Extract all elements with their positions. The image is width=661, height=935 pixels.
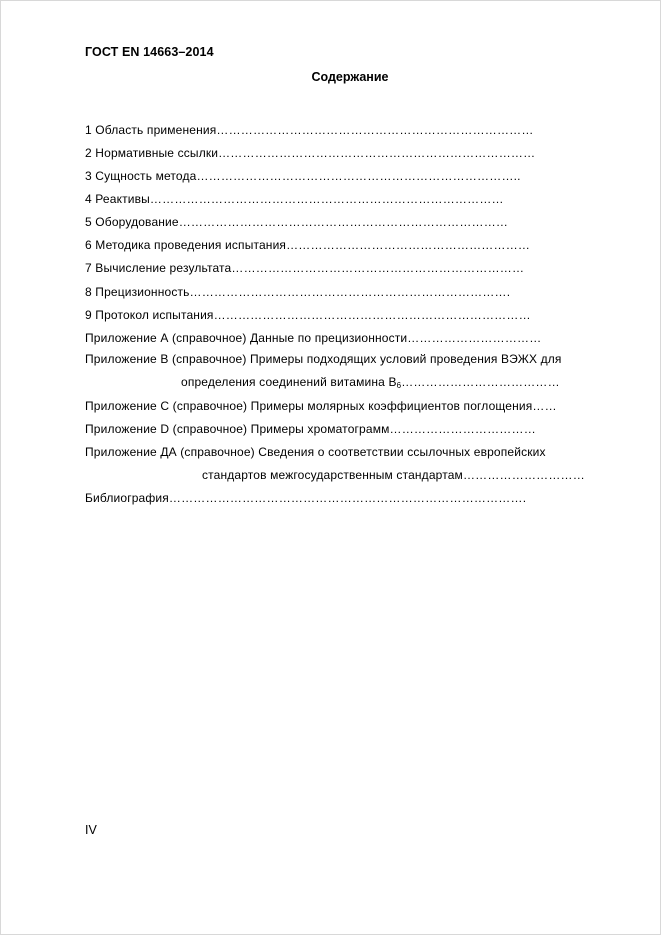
subscript: 6 <box>396 381 402 390</box>
toc-entry-text: 4 Реактивы <box>85 192 150 206</box>
toc-entry-text: Приложение С (справочное) Примеры молярных коэффициентов поглощения <box>85 399 533 413</box>
document-code: ГОСТ EN 14663–2014 <box>85 45 214 59</box>
toc-leader-dots: ……………………………………………………………… <box>231 261 525 275</box>
toc-leader-dots: …………………………………………………………………… <box>213 308 531 322</box>
toc-leader-dots: …… <box>532 399 557 413</box>
toc-leader-dots: ………………………… <box>462 468 585 482</box>
toc-entry-procedure[interactable] <box>85 237 530 253</box>
toc-entry-annex-a[interactable] <box>85 330 541 346</box>
toc-entry-normative-references[interactable] <box>85 145 535 161</box>
toc-entry-text: определения соединений витамина В <box>181 375 397 389</box>
toc-entry-text: Приложение ДА (справочное) Сведения о соответствии ссылочных европейских <box>85 445 546 459</box>
toc-entry-precision[interactable] <box>85 284 510 300</box>
toc-leader-dots: ……………………………………………………………………… <box>178 215 509 229</box>
toc-entry-text: Библиография <box>85 491 169 505</box>
toc-leader-dots: …………………………………………………………………… <box>216 123 534 137</box>
toc-entry-bibliography[interactable] <box>85 490 526 506</box>
toc-entry-text: 7 Вычисление результата <box>85 261 232 275</box>
toc-entry-text: Приложение А (справочное) Данные по прецизионности <box>85 331 408 345</box>
toc-entry-annex-c[interactable] <box>85 398 557 414</box>
toc-entry-text: 2 Нормативные ссылки <box>85 146 219 160</box>
toc-entry-text: 5 Оборудование <box>85 215 179 229</box>
toc-entry-reagents[interactable] <box>85 191 504 207</box>
toc-entry-annex-b-continuation[interactable] <box>181 374 560 394</box>
toc-entry-text: 1 Область применения <box>85 123 217 137</box>
toc-leader-dots: ……………………………………………………………………………. <box>168 491 527 505</box>
toc-entry-annex-da-continuation[interactable] <box>202 467 585 483</box>
toc-entry-text: 9 Протокол испытания <box>85 308 214 322</box>
toc-entry-principle[interactable] <box>85 168 521 184</box>
toc-entry-annex-b[interactable] <box>85 351 562 367</box>
toc-entry-test-report[interactable] <box>85 307 531 323</box>
toc-leader-dots: ……………………………… <box>389 422 536 436</box>
toc-leader-dots: …………………………… <box>407 331 542 345</box>
toc-entry-text: Приложение В (справочное) Примеры подходящих условий проведения ВЭЖХ для <box>85 352 562 366</box>
toc-entry-text: Приложение D (справочное) Примеры хроматограмм <box>85 422 390 436</box>
toc-leader-dots: …………………………………………………………………………… <box>149 192 504 206</box>
toc-entry-text: 3 Сущность метода <box>85 169 197 183</box>
toc-leader-dots: ……………………………………………………………………. <box>189 285 511 299</box>
toc-leader-dots: ………………………………… <box>401 375 560 389</box>
toc-entry-text: 6 Методика проведения испытания <box>85 238 287 252</box>
toc-entry-scope[interactable] <box>85 122 534 138</box>
toc-entry-text: стандартов межгосударственным стандартам <box>202 468 463 482</box>
toc-leader-dots: …………………………………………………………………….. <box>196 169 521 183</box>
page-number: IV <box>85 823 97 837</box>
toc-entry-apparatus[interactable] <box>85 214 508 230</box>
toc-entry-calculation[interactable] <box>85 260 524 276</box>
toc-leader-dots: …………………………………………………… <box>286 238 531 252</box>
toc-entry-text: 8 Прецизионность <box>85 285 190 299</box>
toc-entry-annex-da[interactable] <box>85 444 546 460</box>
toc-entry-annex-d[interactable] <box>85 421 536 437</box>
toc-title: Содержание <box>311 70 389 84</box>
toc-leader-dots: …………………………………………………………………… <box>218 146 536 160</box>
